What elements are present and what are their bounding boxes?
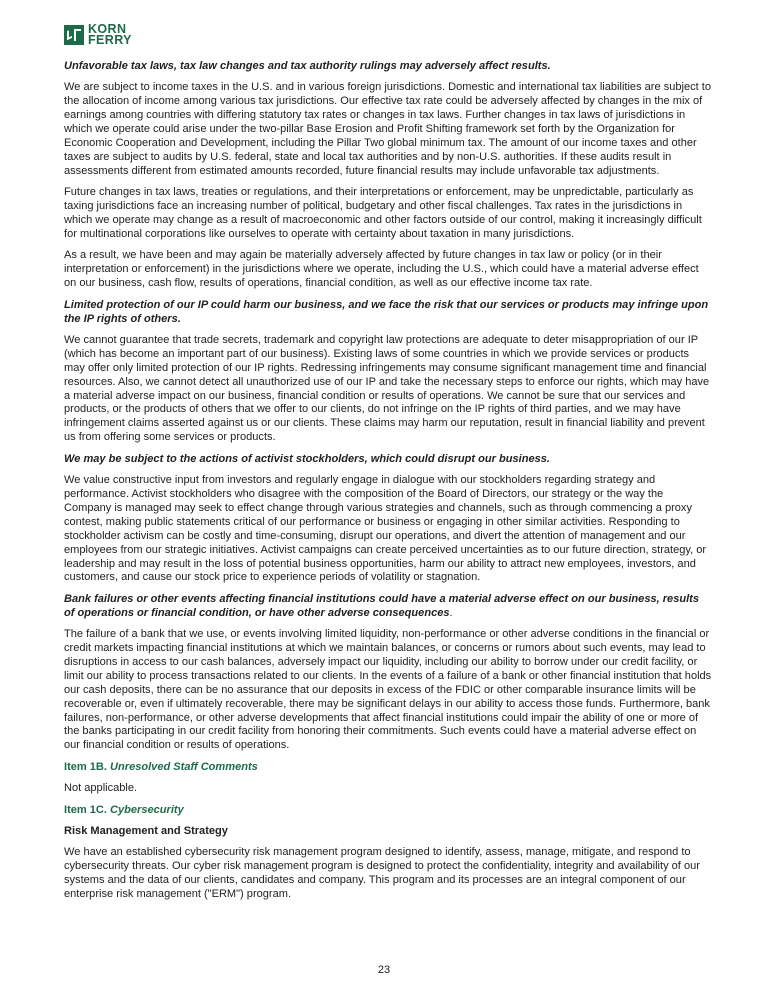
paragraph: Future changes in tax laws, treaties or regulations, and their interpretations or enforcement, may be unpredictable, particularly as taxing jurisdictions face an increasing number of political, budgetary and other fiscal challenges. Tax rates in the jurisdictions in which we operate may change as a result of macroeconomic and other factors outside of our control, making it increasingly difficult for multinational corporations like ourselves to operate with certainty about taxation in many jurisdictions. bbox=[64, 186, 702, 240]
korn-ferry-logo bbox=[64, 24, 132, 46]
risk-heading-bank: Bank failures or other events affecting financial institutions could have a material adverse effect on our business, results of operations or financial condition, or have other adverse consequences. bbox=[64, 592, 699, 619]
paragraph: We cannot guarantee that trade secrets, trademark and copyright law protections are adequate to deter misappropriation of our IP (which has become an important part of our business). Existing laws of some countries in which we provide services or products may offer only limited protection of our IP rights. Redressing infringements may consume significant management time and financial resources. Also, we cannot detect all unauthorized use of our IP and take the necessary steps to enforce our rights, which may have a material adverse impact on our business, financial condition or results of operations. We cannot be sure that our services and products, or the products of others that we offer to our clients, do not infringe on the IP rights of third parties, and we may have infringement claims asserted against us or our clients. These claims may harm our reputation, result in financial liability and prevent us from offering some services or products. bbox=[64, 333, 710, 444]
risk-heading-ip: Limited protection of our IP could harm our business, and we face the risk that our services or products may infringe upon the IP rights of others. bbox=[64, 298, 709, 325]
paragraph: We have an established cybersecurity risk management program designed to identify, assess, manage, mitigate, and respond to cybersecurity threats. Our cyber risk management program is designed to protect the confidentiality, integrity and availability of our systems and the data of our clients, candidates and company. This program and its processes are an integral component of our enterprise risk management ("ERM") program. bbox=[64, 846, 700, 901]
paragraph: We are subject to income taxes in the U.S. and in various foreign jurisdictions. Domestic and international tax liabilities are subject to the allocation of income among various tax jurisdictions. Our effective tax rate could be adversely affected by changes in the mix of earnings among countries with differing statutory tax rates or changes in tax laws. Further changes in tax laws of jurisdictions in which we operate could arise under the two-pillar Base Erosion and Profit Shifting framework set forth by the Organization for Economic Cooperation and Development, including the Pillar Two global minimum tax. The amount of our income taxes and other taxes are subject to audits by U.S. federal, state and local tax authorities and by non-U.S. authorities. If these audits result in assessments different from estimated amounts recorded, future financial results may include unfavorable tax adjustments. bbox=[64, 81, 711, 177]
paragraph: As a result, we have been and may again be materially adversely affected by future changes in tax law or policy (or in their interpretation or enforcement) in the jurisdictions where we operate, including the U.S., which could have a material adverse effect on our business, cash flow, results of operations, financial condition, as well as our effective income tax rate. bbox=[64, 249, 699, 290]
korn-ferry-logo-icon bbox=[64, 25, 84, 45]
paragraph: We value constructive input from investors and regularly engage in dialogue with our stockholders regarding strategy and performance. Activist stockholders who disagree with the composition of the Board of Directors, our strategy or the way the Company is managed may seek to effect change through various strategies and channels, such as through commencing a proxy contest, making public statements critical of our performance or business or engaging in other similar activities. Responding to stockholder activism can be costly and time-consuming, disrupt our operations, and divert the attention of management and our employees from our strategic initiatives. Activist campaigns can create perceived uncertainties as to our future direction, strategy, or leadership and may result in the loss of potential business opportunities, harm our ability to attract new employees, investors, and customers, and cause our stock price to experience periods of volatility or stagnation. bbox=[64, 474, 707, 584]
paragraph: The failure of a bank that we use, or events involving limited liquidity, non-performance or other adverse conditions in the financial or credit markets impacting financial institutions at which we maintain balances, or concerns or rumors about such events, may lead to disruptions in access to our cash balances, adversely impact our liquidity, including our ability to borrow under our credit facility, or limit our ability to process transactions related to our clients. In the events of a failure of a bank or other financial institution that holds our cash deposits, there can be no assurance that our deposits in excess of the FDIC or other comparable insurance limits will be recoverable or, even if ultimately recoverable, there may be significant delays in our ability to access those funds. Furthermore, bank failures, non-performance, or other adverse developments that affect financial institutions could impair the ability of one or more of the banks participating in our credit facility from honoring their commitments. Such events could have a material adverse effect on our financial condition or results of operations. bbox=[64, 628, 712, 752]
item-1b-heading: Item 1B. Unresolved Staff Comments bbox=[64, 760, 258, 773]
risk-heading-activist: We may be subject to the actions of activist stockholders, which could disrupt our business. bbox=[64, 452, 550, 465]
risk-heading-tax: Unfavorable tax laws, tax law changes and tax authority rulings may adversely affect results. bbox=[64, 60, 551, 72]
subheading-risk-management: Risk Management and Strategy bbox=[64, 825, 228, 837]
paragraph: Not applicable. bbox=[64, 782, 138, 795]
document-body bbox=[64, 60, 712, 910]
page-number: 23 bbox=[377, 964, 391, 976]
logo-wordmark: KORN FERRY bbox=[88, 22, 132, 47]
item-1c-heading: Item 1C. Cybersecurity bbox=[64, 803, 184, 816]
